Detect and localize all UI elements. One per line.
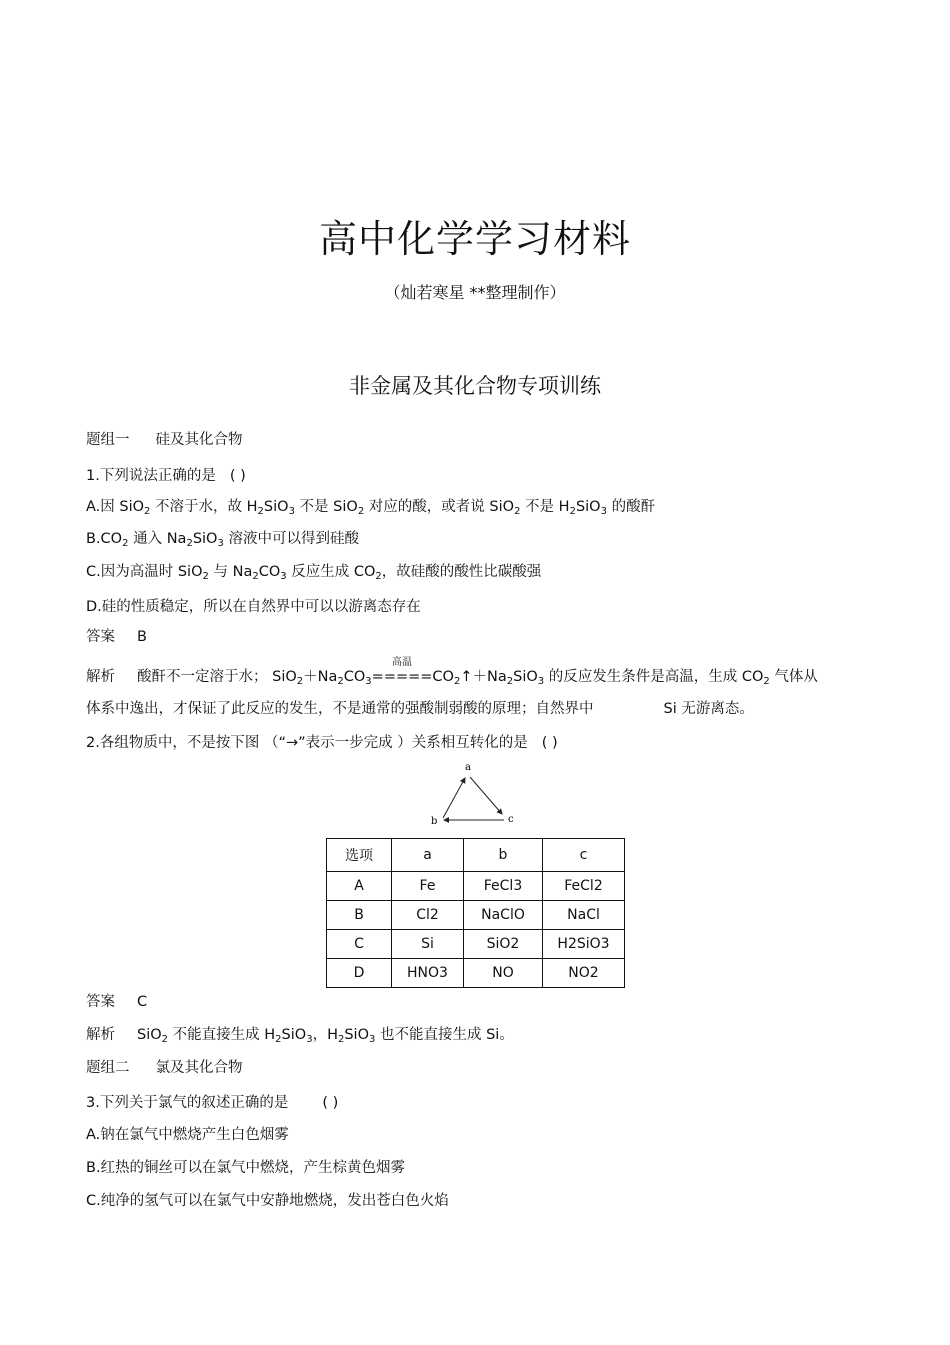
question-1-answer: 答案 B — [86, 629, 147, 645]
question-2-answer: 答案 C — [86, 994, 148, 1010]
options-table — [326, 838, 625, 988]
diagram-label-a: a — [465, 762, 471, 773]
question-3-stem: 3.下列关于氯气的叙述正确的是 ( ) — [86, 1095, 339, 1111]
question-2-analysis: 解析 SiO$_2$ 不能直接生成 $H_2SiO_3$，$H_2SiO_3$ 也不能直接生成 Si。 — [86, 1027, 514, 1045]
section-title: 非金属及其化合物专项训练 — [349, 374, 601, 398]
question-1-analysis-line2: 体系中逸出，才保证了此反应的发生，不是通常的强酸制弱酸的原理；自然界中 Si 无游离态。 — [86, 701, 754, 717]
table-row: D HNO3 NO NO2 — [327, 959, 625, 988]
group1-label: 题组一 — [86, 432, 130, 448]
triangle-diagram — [420, 758, 530, 830]
table-row: B Cl2 NaClO NaCl — [327, 901, 625, 930]
diagram-label-b: b — [431, 816, 438, 827]
document-subtitle: （灿若寒星 **整理制作） — [384, 283, 566, 302]
group2-heading — [86, 1058, 243, 1078]
table-header-row: 选项 a b c — [327, 839, 625, 872]
question-1-analysis-line1: 解析 酸酐不一定溶于水； $SiO_2+Na_2CO_3$ 高温 $=====CO_2↑+Na_2SiO_3$ 的反应发生条件是高温，生成 $CO_2$ 气体从 — [86, 667, 818, 687]
document-title: 高中化学学习材料 — [318, 217, 631, 261]
question-3-option-c: C.纯净的氢气可以在氯气中安静地燃烧，发出苍白色火焰 — [86, 1193, 449, 1209]
arrow-b-to-a — [443, 778, 465, 818]
question-1-option-a: A.因 SiO$_2$ 不溶于水，故 $H_2SiO_3$ 不是 SiO$_2$ 对应的酸，或者说 SiO$_2$ 不是 $H_2SiO_3$ 的酸酐 — [86, 499, 656, 517]
diagram-label-c: c — [508, 814, 514, 825]
question-1-option-c: C.因为高温时 SiO$_2$ 与 $Na_2CO_3$ 反应生成 $CO_2$，故硅酸的酸性比碳酸强 — [86, 564, 542, 582]
group2-name: 氯及其化合物 — [155, 1060, 243, 1076]
question-1-stem: 1.下列说法正确的是 ( ) — [86, 468, 246, 484]
question-3-option-a: A.钠在氯气中燃烧产生白色烟雾 — [86, 1127, 289, 1143]
reaction-condition: 高温 — [392, 657, 413, 668]
group1-heading — [86, 430, 243, 450]
question-3-option-b: B.红热的铜丝可以在氯气中燃烧，产生棕黄色烟雾 — [86, 1160, 406, 1176]
question-1-option-d: D.硅的性质稳定，所以在自然界中可以以游离态存在 — [86, 599, 421, 615]
table-row: C Si SiO2 H2SiO3 — [327, 930, 625, 959]
group1-name: 硅及其化合物 — [155, 432, 243, 448]
table-row: A Fe FeCl3 FeCl2 — [327, 872, 625, 901]
question-2-stem: 2.各组物质中，不是按下图 （“→”表示一步完成 ）关系相互转化的是 ( ) — [86, 735, 558, 751]
group2-label: 题组二 — [86, 1060, 130, 1076]
question-1-option-b: $B.CO_2$ 通入 $Na_2SiO_3$ 溶液中可以得到硅酸 — [86, 531, 359, 549]
arrow-a-to-c — [470, 777, 502, 814]
reaction-condition-equals: 高温 ===== — [372, 667, 433, 687]
